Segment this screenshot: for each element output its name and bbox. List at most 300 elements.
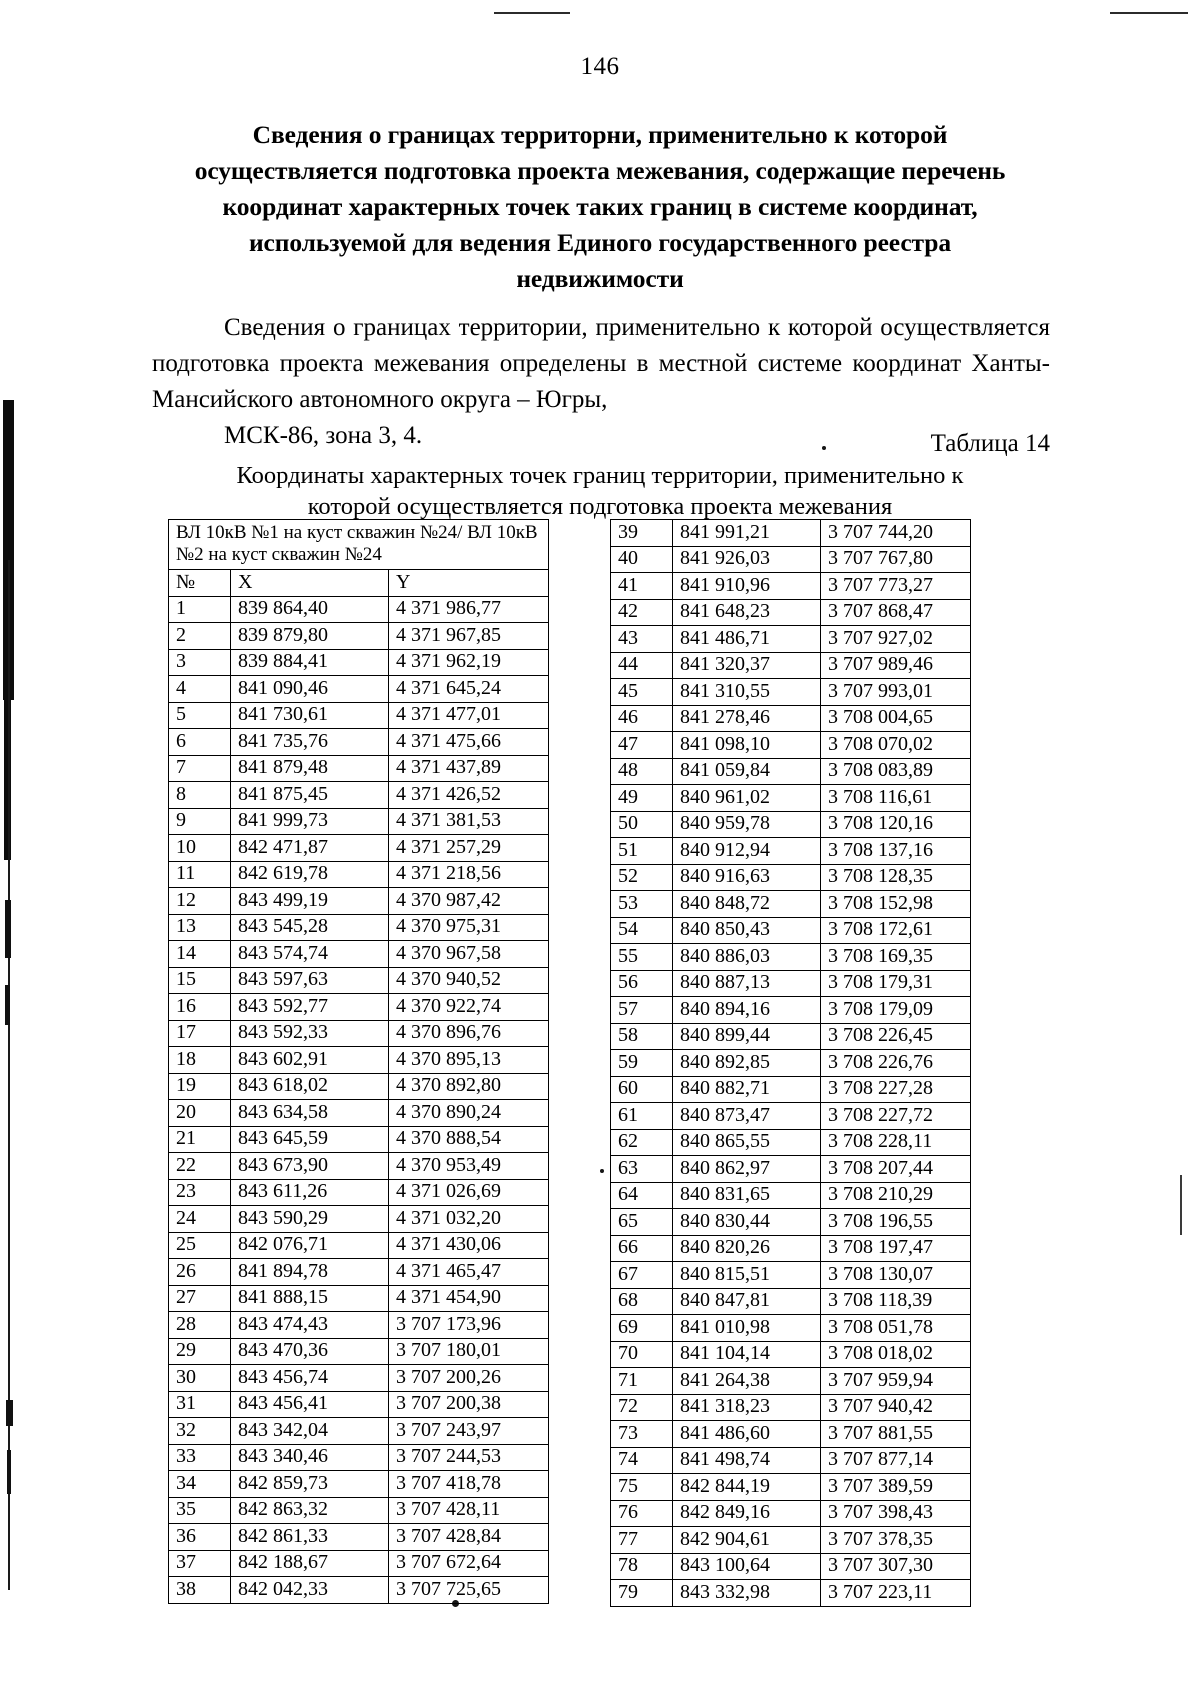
cell-x: 842 844,19 (673, 1474, 821, 1501)
cell-point-number: 66 (611, 1235, 673, 1262)
cell-y: 4 370 967,58 (389, 941, 549, 968)
cell-point-number: 31 (169, 1391, 231, 1418)
cell-point-number: 32 (169, 1418, 231, 1445)
cell-point-number: 43 (611, 626, 673, 653)
cell-point-number: 25 (169, 1232, 231, 1259)
cell-y: 3 708 226,45 (821, 1023, 971, 1050)
cell-point-number: 18 (169, 1047, 231, 1074)
cell-x: 841 648,23 (673, 599, 821, 626)
cell-y: 3 708 227,28 (821, 1076, 971, 1103)
cell-point-number: 75 (611, 1474, 673, 1501)
cell-point-number: 46 (611, 705, 673, 732)
cell-y: 4 371 986,77 (389, 596, 549, 623)
cell-x: 842 076,71 (231, 1232, 389, 1259)
cell-x: 842 863,32 (231, 1497, 389, 1524)
table-number-label: Таблица 14 (930, 430, 1050, 457)
coordinate-table-right-body (611, 520, 971, 1607)
cell-x: 839 879,80 (231, 623, 389, 650)
table-row (611, 1182, 971, 1209)
column-header-y: Y (389, 570, 549, 597)
table-row (611, 838, 971, 865)
cell-y: 3 707 725,65 (389, 1577, 549, 1604)
cell-x: 841 498,74 (673, 1447, 821, 1474)
cell-x: 843 100,64 (673, 1553, 821, 1580)
cell-x: 842 859,73 (231, 1471, 389, 1498)
table-row (611, 1474, 971, 1501)
table-row (611, 573, 971, 600)
cell-point-number: 13 (169, 914, 231, 941)
cell-x: 841 888,15 (231, 1285, 389, 1312)
table-row (169, 994, 549, 1021)
table-caption-line-1: Координаты характерных точек границ территории, применительно к (236, 462, 964, 489)
table-row (611, 1156, 971, 1183)
cell-y: 3 707 307,30 (821, 1553, 971, 1580)
cell-x: 840 820,26 (673, 1235, 821, 1262)
cell-point-number: 68 (611, 1288, 673, 1315)
cell-point-number: 11 (169, 861, 231, 888)
cell-x: 840 865,55 (673, 1129, 821, 1156)
cell-y: 3 707 959,94 (821, 1368, 971, 1395)
cell-point-number: 74 (611, 1447, 673, 1474)
table-group-header-row (169, 520, 549, 570)
table-row (611, 732, 971, 759)
cell-point-number: 78 (611, 1553, 673, 1580)
cell-y: 4 371 645,24 (389, 676, 549, 703)
cell-y: 3 707 927,02 (821, 626, 971, 653)
table-row (169, 1126, 549, 1153)
table-row (611, 785, 971, 812)
cell-x: 840 916,63 (673, 864, 821, 891)
cell-x: 840 873,47 (673, 1103, 821, 1130)
cell-point-number: 47 (611, 732, 673, 759)
table-row (169, 1471, 549, 1498)
table-row (169, 1550, 549, 1577)
cell-point-number: 61 (611, 1103, 673, 1130)
cell-y: 3 707 773,27 (821, 573, 971, 600)
table-row (611, 1209, 971, 1236)
cell-y: 3 708 172,61 (821, 917, 971, 944)
cell-x: 843 597,63 (231, 967, 389, 994)
cell-y: 4 370 953,49 (389, 1153, 549, 1180)
cell-y: 3 708 120,16 (821, 811, 971, 838)
table-row (169, 1073, 549, 1100)
cell-point-number: 15 (169, 967, 231, 994)
table-row (169, 1179, 549, 1206)
cell-point-number: 52 (611, 864, 673, 891)
cell-y: 3 708 152,98 (821, 891, 971, 918)
document-title (150, 117, 1050, 297)
table-caption-line-2: которой осуществляется подготовка проекта межевания (307, 493, 893, 520)
cell-x: 843 618,02 (231, 1073, 389, 1100)
table-row (611, 599, 971, 626)
cell-x: 843 545,28 (231, 914, 389, 941)
column-header-number: № (169, 570, 231, 597)
cell-point-number: 20 (169, 1100, 231, 1127)
cell-y: 3 708 070,02 (821, 732, 971, 759)
document-title-line-3: координат характерных точек таких границ в системе координат, (222, 192, 978, 221)
cell-y: 3 708 083,89 (821, 758, 971, 785)
cell-point-number: 67 (611, 1262, 673, 1289)
cell-point-number: 71 (611, 1368, 673, 1395)
cell-point-number: 34 (169, 1471, 231, 1498)
cell-y: 4 371 381,53 (389, 808, 549, 835)
cell-y: 3 707 428,84 (389, 1524, 549, 1551)
table-row (169, 1259, 549, 1286)
cell-point-number: 16 (169, 994, 231, 1021)
cell-y: 4 370 888,54 (389, 1126, 549, 1153)
cell-point-number: 53 (611, 891, 673, 918)
cell-x: 843 470,36 (231, 1338, 389, 1365)
table-row (611, 1235, 971, 1262)
table-row (169, 835, 549, 862)
cell-point-number: 3 (169, 649, 231, 676)
table-row (611, 970, 971, 997)
cell-y: 3 707 767,80 (821, 546, 971, 573)
column-header-x: X (231, 570, 389, 597)
table-row (611, 679, 971, 706)
cell-x: 843 592,77 (231, 994, 389, 1021)
table-group-header: ВЛ 10кВ №1 на куст скважин №24/ ВЛ 10кВ №2 на куст скважин №24 (169, 520, 549, 570)
table-row (611, 1500, 971, 1527)
cell-x: 841 894,78 (231, 1259, 389, 1286)
cell-point-number: 4 (169, 676, 231, 703)
cell-y: 4 370 890,24 (389, 1100, 549, 1127)
cell-y: 3 708 197,47 (821, 1235, 971, 1262)
table-column-header-row (169, 570, 549, 597)
cell-point-number: 29 (169, 1338, 231, 1365)
scan-artifact-top-rule-left (494, 12, 570, 14)
cell-x: 840 815,51 (673, 1262, 821, 1289)
cell-point-number: 65 (611, 1209, 673, 1236)
coordinate-tables (0, 519, 1200, 1603)
cell-point-number: 2 (169, 623, 231, 650)
cell-x: 841 098,10 (673, 732, 821, 759)
intro-paragraph-body: Сведения о границах территории, применительно к которой осуществляется подготовка проекта межевания определены в местной системе координат Ханты-Мансийского автономного округа – Югры, (152, 314, 1050, 413)
cell-point-number: 49 (611, 785, 673, 812)
cell-point-number: 21 (169, 1126, 231, 1153)
cell-point-number: 1 (169, 596, 231, 623)
cell-x: 841 875,45 (231, 782, 389, 809)
table-row (169, 1365, 549, 1392)
table-row (169, 1444, 549, 1471)
table-row (169, 861, 549, 888)
cell-y: 3 708 130,07 (821, 1262, 971, 1289)
cell-point-number: 36 (169, 1524, 231, 1551)
cell-x: 841 999,73 (231, 808, 389, 835)
cell-point-number: 22 (169, 1153, 231, 1180)
cell-point-number: 54 (611, 917, 673, 944)
table-row (169, 1497, 549, 1524)
table-row (611, 546, 971, 573)
cell-point-number: 50 (611, 811, 673, 838)
table-row (169, 702, 549, 729)
cell-y: 3 707 418,78 (389, 1471, 549, 1498)
table-row (611, 1341, 971, 1368)
cell-y: 3 708 116,61 (821, 785, 971, 812)
table-row (169, 1047, 549, 1074)
cell-point-number: 59 (611, 1050, 673, 1077)
table-row (611, 917, 971, 944)
cell-y: 3 707 428,11 (389, 1497, 549, 1524)
cell-x: 842 619,78 (231, 861, 389, 888)
table-row (169, 596, 549, 623)
cell-y: 3 707 173,96 (389, 1312, 549, 1339)
cell-x: 840 831,65 (673, 1182, 821, 1209)
cell-point-number: 35 (169, 1497, 231, 1524)
cell-point-number: 70 (611, 1341, 673, 1368)
cell-point-number: 63 (611, 1156, 673, 1183)
cell-point-number: 38 (169, 1577, 231, 1604)
cell-y: 3 707 398,43 (821, 1500, 971, 1527)
table-row (169, 914, 549, 941)
cell-point-number: 76 (611, 1500, 673, 1527)
cell-x: 841 486,60 (673, 1421, 821, 1448)
cell-y: 3 708 004,65 (821, 705, 971, 732)
table-row (169, 1232, 549, 1259)
cell-y: 3 708 051,78 (821, 1315, 971, 1342)
cell-y: 3 707 672,64 (389, 1550, 549, 1577)
cell-x: 840 886,03 (673, 944, 821, 971)
table-row (169, 1391, 549, 1418)
cell-x: 843 592,33 (231, 1020, 389, 1047)
table-row (611, 626, 971, 653)
document-title-line-5: недвижимости (516, 264, 684, 293)
table-row (169, 1338, 549, 1365)
cell-x: 842 188,67 (231, 1550, 389, 1577)
cell-y: 4 370 987,42 (389, 888, 549, 915)
table-row (169, 729, 549, 756)
table-row (169, 1577, 549, 1604)
cell-y: 4 370 892,80 (389, 1073, 549, 1100)
cell-y: 3 707 389,59 (821, 1474, 971, 1501)
cell-y: 4 371 437,89 (389, 755, 549, 782)
cell-x: 840 912,94 (673, 838, 821, 865)
cell-point-number: 10 (169, 835, 231, 862)
cell-x: 842 042,33 (231, 1577, 389, 1604)
cell-y: 3 708 118,39 (821, 1288, 971, 1315)
table-row (169, 1285, 549, 1312)
cell-y: 4 370 896,76 (389, 1020, 549, 1047)
cell-point-number: 55 (611, 944, 673, 971)
cell-y: 4 371 026,69 (389, 1179, 549, 1206)
cell-y: 4 371 465,47 (389, 1259, 549, 1286)
cell-x: 840 862,97 (673, 1156, 821, 1183)
coordinate-table-right (610, 519, 971, 1607)
cell-y: 4 371 426,52 (389, 782, 549, 809)
cell-point-number: 14 (169, 941, 231, 968)
cell-x: 843 340,46 (231, 1444, 389, 1471)
cell-y: 3 708 210,29 (821, 1182, 971, 1209)
cell-x: 841 310,55 (673, 679, 821, 706)
cell-y: 3 707 378,35 (821, 1527, 971, 1554)
cell-x: 843 332,98 (673, 1580, 821, 1607)
cell-y: 4 370 895,13 (389, 1047, 549, 1074)
cell-y: 3 707 200,38 (389, 1391, 549, 1418)
cell-y: 3 708 227,72 (821, 1103, 971, 1130)
cell-x: 842 861,33 (231, 1524, 389, 1551)
table-row (169, 967, 549, 994)
cell-x: 841 486,71 (673, 626, 821, 653)
cell-y: 3 707 223,11 (821, 1580, 971, 1607)
table-row (611, 705, 971, 732)
cell-y: 3 708 207,44 (821, 1156, 971, 1183)
cell-x: 842 849,16 (673, 1500, 821, 1527)
cell-y: 4 371 257,29 (389, 835, 549, 862)
cell-x: 841 278,46 (673, 705, 821, 732)
document-title-line-1: Сведения о границах территорни, применительно к которой (252, 120, 948, 149)
cell-x: 843 590,29 (231, 1206, 389, 1233)
cell-x: 841 320,37 (673, 652, 821, 679)
cell-y: 3 708 226,76 (821, 1050, 971, 1077)
cell-x: 843 602,91 (231, 1047, 389, 1074)
cell-y: 4 370 940,52 (389, 967, 549, 994)
cell-point-number: 64 (611, 1182, 673, 1209)
cell-point-number: 69 (611, 1315, 673, 1342)
cell-x: 843 456,41 (231, 1391, 389, 1418)
cell-x: 841 104,14 (673, 1341, 821, 1368)
cell-x: 841 318,23 (673, 1394, 821, 1421)
cell-point-number: 60 (611, 1076, 673, 1103)
cell-y: 4 371 218,56 (389, 861, 549, 888)
cell-x: 841 910,96 (673, 573, 821, 600)
page-number: 146 (580, 53, 620, 80)
cell-x: 843 456,74 (231, 1365, 389, 1392)
cell-y: 3 707 243,97 (389, 1418, 549, 1445)
cell-x: 841 059,84 (673, 758, 821, 785)
cell-y: 3 708 179,09 (821, 997, 971, 1024)
cell-point-number: 62 (611, 1129, 673, 1156)
table-row (169, 1418, 549, 1445)
cell-x: 839 864,40 (231, 596, 389, 623)
cell-x: 843 673,90 (231, 1153, 389, 1180)
cell-x: 843 645,59 (231, 1126, 389, 1153)
cell-x: 840 887,13 (673, 970, 821, 997)
cell-point-number: 77 (611, 1527, 673, 1554)
cell-y: 4 371 032,20 (389, 1206, 549, 1233)
table-row (611, 1421, 971, 1448)
cell-point-number: 44 (611, 652, 673, 679)
cell-point-number: 17 (169, 1020, 231, 1047)
cell-y: 4 371 962,19 (389, 649, 549, 676)
table-row (169, 676, 549, 703)
table-row (169, 888, 549, 915)
cell-x: 841 730,61 (231, 702, 389, 729)
cell-x: 840 830,44 (673, 1209, 821, 1236)
cell-x: 840 961,02 (673, 785, 821, 812)
cell-y: 4 371 967,85 (389, 623, 549, 650)
table-row (611, 944, 971, 971)
cell-y: 3 707 940,42 (821, 1394, 971, 1421)
scan-artifact-top-rule-right (1110, 12, 1188, 14)
cell-point-number: 27 (169, 1285, 231, 1312)
table-row (611, 1368, 971, 1395)
table-row (169, 623, 549, 650)
cell-x: 843 611,26 (231, 1179, 389, 1206)
table-row (611, 1023, 971, 1050)
cell-point-number: 51 (611, 838, 673, 865)
table-row (611, 1553, 971, 1580)
table-row (611, 1527, 971, 1554)
cell-x: 842 904,61 (673, 1527, 821, 1554)
cell-x: 841 991,21 (673, 520, 821, 547)
table-row (169, 782, 549, 809)
table-row (611, 891, 971, 918)
intro-paragraph-last-line: МСК-86, зона 3, 4. (224, 422, 423, 449)
cell-x: 840 899,44 (673, 1023, 821, 1050)
table-row (169, 1020, 549, 1047)
cell-point-number: 28 (169, 1312, 231, 1339)
cell-y: 3 707 877,14 (821, 1447, 971, 1474)
cell-point-number: 33 (169, 1444, 231, 1471)
table-row (169, 1524, 549, 1551)
table-row (611, 1288, 971, 1315)
cell-y: 4 371 477,01 (389, 702, 549, 729)
cell-x: 843 499,19 (231, 888, 389, 915)
cell-point-number: 37 (169, 1550, 231, 1577)
cell-point-number: 56 (611, 970, 673, 997)
table-row (611, 1076, 971, 1103)
cell-y: 3 707 989,46 (821, 652, 971, 679)
cell-y: 3 707 744,20 (821, 520, 971, 547)
cell-x: 840 882,71 (673, 1076, 821, 1103)
cell-point-number: 57 (611, 997, 673, 1024)
cell-point-number: 45 (611, 679, 673, 706)
table-row (169, 808, 549, 835)
cell-y: 3 708 169,35 (821, 944, 971, 971)
table-row (611, 864, 971, 891)
cell-point-number: 79 (611, 1580, 673, 1607)
cell-y: 4 371 454,90 (389, 1285, 549, 1312)
cell-x: 843 574,74 (231, 941, 389, 968)
cell-point-number: 9 (169, 808, 231, 835)
table-row (611, 1050, 971, 1077)
cell-y: 3 707 244,53 (389, 1444, 549, 1471)
table-row (169, 1153, 549, 1180)
cell-x: 841 090,46 (231, 676, 389, 703)
cell-y: 3 707 180,01 (389, 1338, 549, 1365)
cell-y: 3 707 200,26 (389, 1365, 549, 1392)
cell-point-number: 8 (169, 782, 231, 809)
cell-y: 3 708 196,55 (821, 1209, 971, 1236)
cell-y: 3 708 137,16 (821, 838, 971, 865)
cell-y: 3 707 868,47 (821, 599, 971, 626)
scan-artifact-fleck-4 (7, 1450, 11, 1494)
cell-point-number: 72 (611, 1394, 673, 1421)
cell-x: 840 847,81 (673, 1288, 821, 1315)
cell-point-number: 5 (169, 702, 231, 729)
cell-point-number: 39 (611, 520, 673, 547)
cell-x: 840 959,78 (673, 811, 821, 838)
table-row (611, 758, 971, 785)
table-row (611, 1394, 971, 1421)
table-row (169, 1100, 549, 1127)
cell-point-number: 26 (169, 1259, 231, 1286)
cell-y: 3 708 018,02 (821, 1341, 971, 1368)
table-row (611, 1447, 971, 1474)
table-row (611, 811, 971, 838)
cell-y: 3 708 228,11 (821, 1129, 971, 1156)
cell-point-number: 19 (169, 1073, 231, 1100)
cell-x: 841 735,76 (231, 729, 389, 756)
cell-point-number: 73 (611, 1421, 673, 1448)
cell-y: 4 370 922,74 (389, 994, 549, 1021)
cell-x: 843 342,04 (231, 1418, 389, 1445)
cell-point-number: 7 (169, 755, 231, 782)
cell-y: 3 707 881,55 (821, 1421, 971, 1448)
table-row (611, 1315, 971, 1342)
cell-point-number: 41 (611, 573, 673, 600)
cell-y: 3 708 179,31 (821, 970, 971, 997)
